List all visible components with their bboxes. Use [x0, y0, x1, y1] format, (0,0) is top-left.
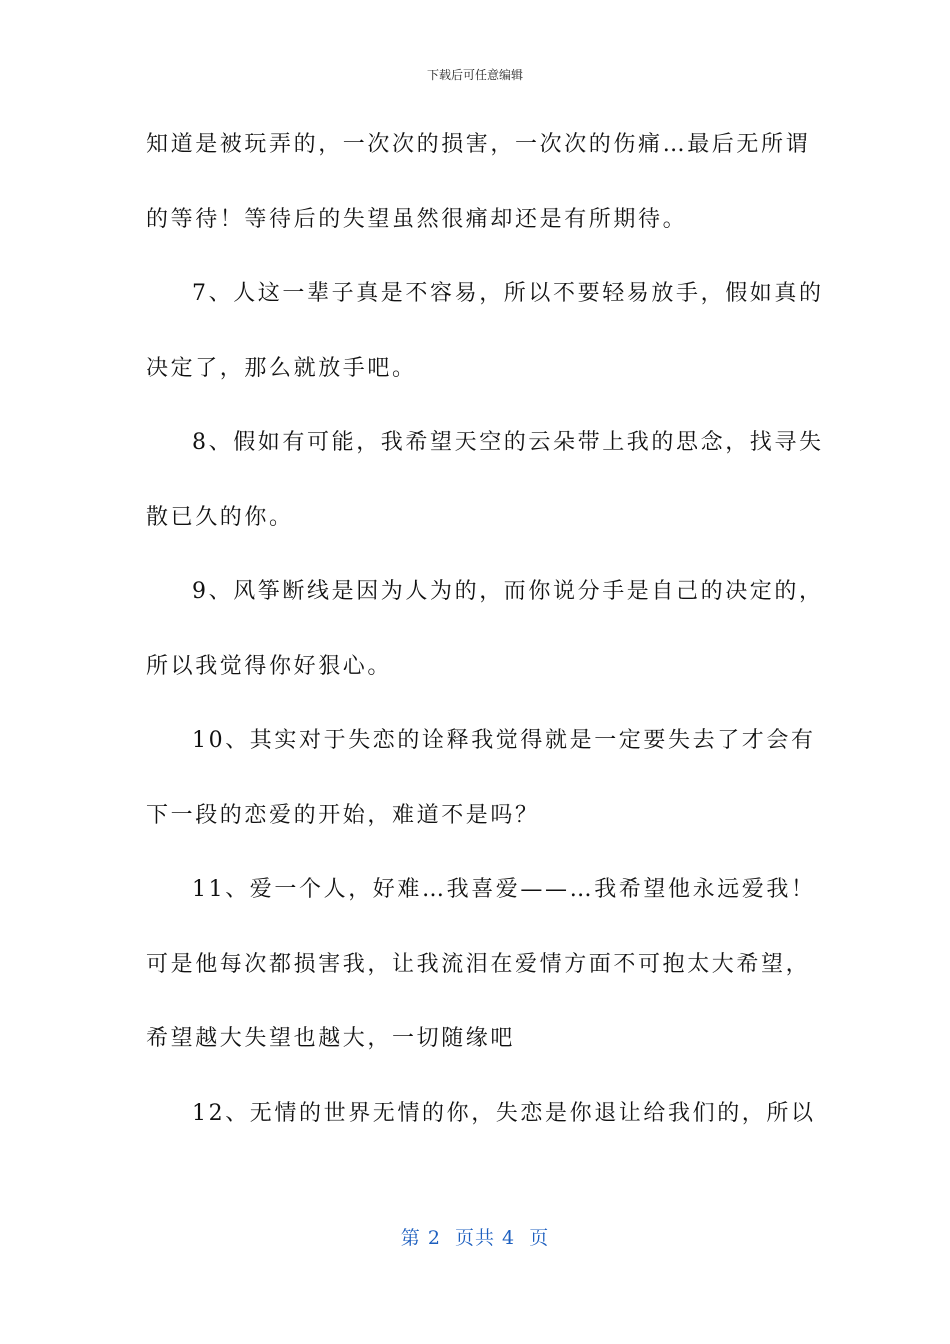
- text-line: 可是他每次都损害我，让我流泪在爱情方面不可抱太大希望，: [146, 951, 811, 977]
- text-line: 所以我觉得你好狠心。: [146, 653, 393, 679]
- page-header-note: 下载后可任意编辑: [426, 68, 523, 82]
- paragraph-8-line: 8、假如有可能，我希望天空的云朵带上我的思念，找寻失: [192, 430, 824, 455]
- text-line: 希望越大失望也越大，一切随缘吧: [146, 1026, 516, 1051]
- text-line: 知道是被玩弄的，一次次的损害，一次次的伤痛…最后无所谓: [146, 132, 811, 157]
- paragraph-10-line: 10、其实对于失恋的诠释我觉得就是一定要失去了才会有: [192, 728, 816, 753]
- text-line: 散已久的你。: [146, 504, 294, 530]
- text-line: 下一段的恋爱的开始，难道不是吗？: [146, 802, 540, 828]
- text-line: 的等待！等待后的失望虽然很痛却还是有所期待。: [146, 206, 688, 232]
- page-number-footer: 第 2 页共 4 页: [400, 1227, 550, 1249]
- document-body: [146, 122, 824, 1165]
- paragraph-9-line: 9、风筝断线是因为人为的，而你说分手是自己的决定的，: [192, 579, 824, 604]
- paragraph-12-line: 12、无情的世界无情的你，失恋是你退让给我们的，所以: [192, 1100, 816, 1126]
- paragraph-11-line: 11、爱一个人，好难…我喜爱——…我希望他永远爱我！: [192, 877, 816, 902]
- paragraph-7-line: 7、人这一辈子真是不容易，所以不要轻易放手，假如真的: [192, 281, 824, 306]
- text-line: 决定了，那么就放手吧。: [146, 355, 417, 381]
